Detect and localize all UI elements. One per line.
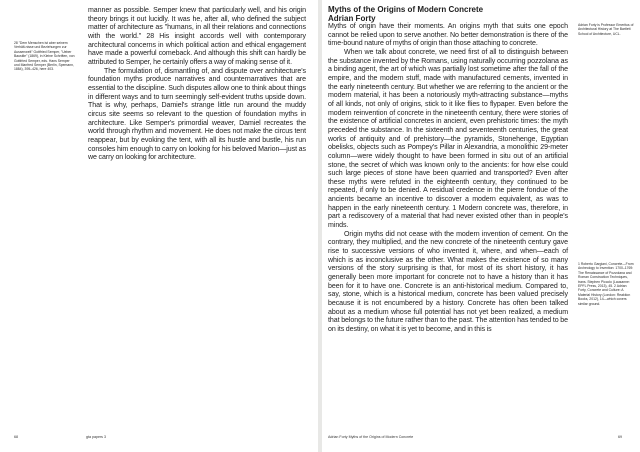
running-footer: gta papers 3 [86,435,106,439]
article-author: Adrian Forty [328,14,376,24]
left-page [0,0,318,452]
right-page [322,0,640,452]
running-footer: Adrian Forty Myths of the Origins of Modern Concrete [328,435,414,439]
article-heading [328,5,568,23]
paragraph: Myths of origin have their moments. An origins myth that suits one epoch cannot be relied upon to serve another. No better demonstration is there of the time-bound nature of myths of origin than those attaching to concrete. [328,23,568,48]
page-number: 69 [618,435,622,439]
article-title: Myths of the Origins of Modern Concrete [328,5,484,14]
paragraph: Origin myths did not cease with the modern invention of cement. On the contrary, they multiplied, and the new concrete of the nineteenth century gave rise to successive versions of who invented it, where, and when—each of which is as inconclusive as the other. What makes the existence of so many versions of the story surprising is that, for most of its short history, it has generally been more important for concrete not to have a history than it has been for it to have one. Concrete is an anti-historical medium. Compared to, say, stone, which is a historical medium, concrete has been valued precisely because it is not encumbered by a history. Concrete has often been talked about as a medium whose full potential has not yet been realized, a medium that belongs to the future rather than to the past. The attention has tended to be on its destiny, on what it is yet to become, and in this is [328,230,568,333]
page-number: 68 [14,435,18,439]
side-note: 28 "Dem Menschen ist aber seinem Verhält-nisse und Beziehungen zur Aussenwelt" Gottfried Semper, "Ueber Baustile" (1869), in Kleine Schriften, von Gottfried Semper, eds. Hans Semper und Manfred Semper (Berlin, Spemann, 1884), 395–426, here 403. [14,41,75,72]
footnote: 1 Roberto Gargiani, Concrete—From Archeology to Invention: 1700–1769: The Renaissance of Pozzolana and Roman Construction Techniques, trans. Stephen Piccolo (Lausanne: EPFL Press, 2013), 45. 2 Adrian Forty, Concrete and Culture: A Material History (London: Reaktion Books, 2012), 14—which covers similar ground. [578,262,634,306]
paragraph: manner as possible. Semper knew that particularly well, and his origin theory brings it out lucidly. It was he, after all, who defined the subject matter of architecture as "humans, in all their relations and connections with the world." 28 His insight accords well with contemporary architectural concerns in which political action and ethical engagement have made a powerful comeback. And although this shift can hardly be attributed to Semper, he certainly offers a way of making sense of it. [88,7,306,66]
author-note: Adrian Forty is Professor Emeritus of Architectural History at The Bartlett School of Architecture, UCL. [578,23,634,36]
paragraph: When we talk about concrete, we need first of all to distinguish between the substance invented by the Romans, using naturally occurring pozzolana as a binding agent, the art of which was partially lost sometime after the fall of the empire, and the modern stuff, made with manufactured cements, invented in the early nineteenth century. But whether we are referring to the ancient or the modern material, it has been a notoriously myth-attracting substance—myths of all kinds, not only of origins, stick to it like flies to flypaper. Even before the modern reinvention of concrete in the nineteenth century, there were stories of the existence of artificial concretes in ancient, even prehistoric times: the myth preceded the substance. In the sixteenth and seventeenth centuries, the great works of antiquity and of prehistory—the pyramids, Stonehenge, Egyptian obelisks, objects such as Pompey's Pillar in Alexandria, a monolithic 29-meter column—were widely thought to have been formed in situ out of an artificial stone, the secret of which was known only to the ancients: for how else could such large pieces of stone have been quarried and transported? Even after these myths were refuted in the eighteenth century, they continued to be repeated, if only to be denied. A residual credence in the pierre fondue of the ancients became an incentive to discover a modern equivalent, as was to happen in the early nineteenth century. 1 Modern concrete was, therefore, in part a rediscovery of a material that had never existed other than in people's minds. [328,48,568,230]
paragraph: The formulation of, dismantling of, and dispute over architecture's foundation myths produce narratives and counternarratives that are essential to the discipline. Such disputes allow one to think about things in different ways and to turn seemingly self-evident truths upside down. That is why, perhaps, Damiel's strange little run around the muddy circus site seems so relevant to the question of foundation myths in architecture. Like Semper's primordial weaver, Damiel recreates the world through rhythm and movement. He does not make the circus tent reappear, but by evoking the tent, with all its hustle and bustle, his run consoles him enough to carry on looking for his beloved Marion—just as we carry on looking for architecture. [88,67,306,162]
left-body-text [88,7,306,163]
right-body-text [328,23,568,335]
